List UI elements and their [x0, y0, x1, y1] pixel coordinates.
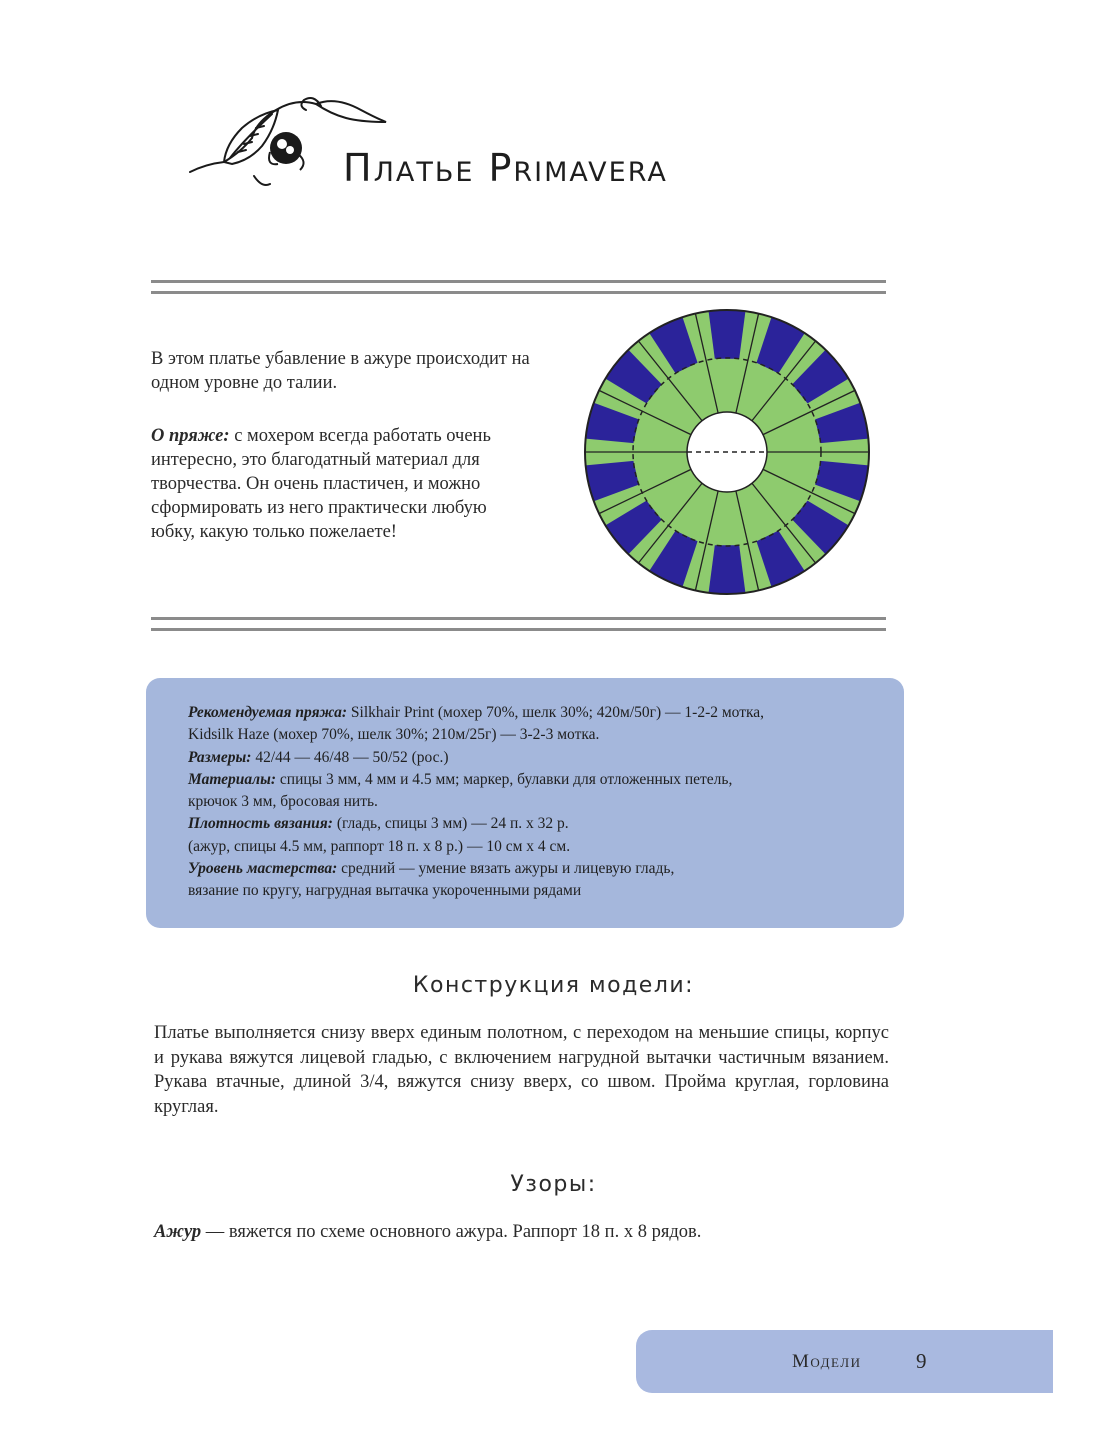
yarn-line-2: Kidsilk Haze (мохер 70%, шелк 30%; 210м/25г) — 3-2-3 мотка.	[188, 726, 600, 744]
construction-paragraph: Платье выполняется снизу вверх единым полотном, с переходом на меньшие спицы, корпус и рукава вяжутся лицевой гладью, с включением нагрудной вытачки частичным вязанием. Рукава втачные, длиной 3/4, вяжутся снизу вверх, со швом. Пройма круглая, горловина круглая.	[154, 1023, 889, 1117]
level-label: Уровень мастерства:	[188, 860, 338, 878]
specs-box	[146, 678, 904, 928]
yarn-note-paragraph	[151, 424, 531, 544]
patterns-heading: Узоры:	[510, 1172, 597, 1197]
sizes-text: 42/44 — 46/48 — 50/52 (рос.)	[251, 748, 449, 766]
double-rule-bottom	[151, 617, 886, 631]
yarn-label: Рекомендуемая пряжа:	[188, 704, 348, 721]
yarn-note-text: с мохером всегда работать очень интересно, это благодатный материал для творчества. Он очень пластичен, и можно сформировать из него практически любую юбку, какую только пожелаете!	[151, 426, 491, 542]
patterns-paragraph	[154, 1220, 889, 1244]
skirt-construction-diagram	[582, 307, 872, 597]
gauge-line-2: (ажур, спицы 4.5 мм, раппорт 18 п. х 8 р.) — 10 см х 4 см.	[188, 837, 571, 855]
diagram-gusset	[709, 310, 746, 359]
sizes-line	[188, 747, 888, 769]
footer-section-label: Модели	[792, 1351, 862, 1372]
pattern-text: — вяжется по схеме основного ажура. Раппорт 18 п. х 8 рядов.	[201, 1222, 702, 1242]
page-title: Платье Primavera	[343, 146, 668, 190]
materials-line-2: крючок 3 мм, бросовая нить.	[188, 793, 378, 811]
yarn-text: Silkhair Print (мохер 70%, шелк 30%; 420м/50г) — 1-2-2 мотка,	[347, 704, 765, 721]
diagram-gusset	[709, 545, 746, 594]
gauge-line	[188, 813, 888, 835]
gauge-text: (гладь, спицы 3 мм) — 24 п. х 32 р.	[332, 815, 569, 833]
pattern-name: Ажур	[154, 1222, 202, 1242]
sizes-label: Размеры:	[188, 748, 252, 766]
yarn-note-label: О пряже:	[151, 426, 230, 446]
footer-tab	[636, 1330, 1053, 1393]
yarn-line	[188, 702, 888, 724]
level-line	[188, 858, 888, 880]
gauge-label: Плотность вязания:	[188, 815, 333, 833]
materials-line	[188, 769, 888, 791]
page-number: 9	[916, 1349, 927, 1373]
level-line-2: вязание по кругу, нагрудная вытачка укороченными рядами	[188, 882, 582, 900]
construction-heading: Конструкция модели:	[412, 973, 695, 998]
intro-paragraph: В этом платье убавление в ажуре происходит на одном уровне до талии.	[151, 349, 530, 393]
materials-label: Материалы:	[188, 770, 277, 788]
level-text: средний — умение вязать ажуры и лицевую гладь,	[337, 860, 675, 878]
double-rule-top	[151, 280, 886, 294]
materials-text: спицы 3 мм, 4 мм и 4.5 мм; маркер, булавки для отложенных петель,	[276, 770, 733, 788]
